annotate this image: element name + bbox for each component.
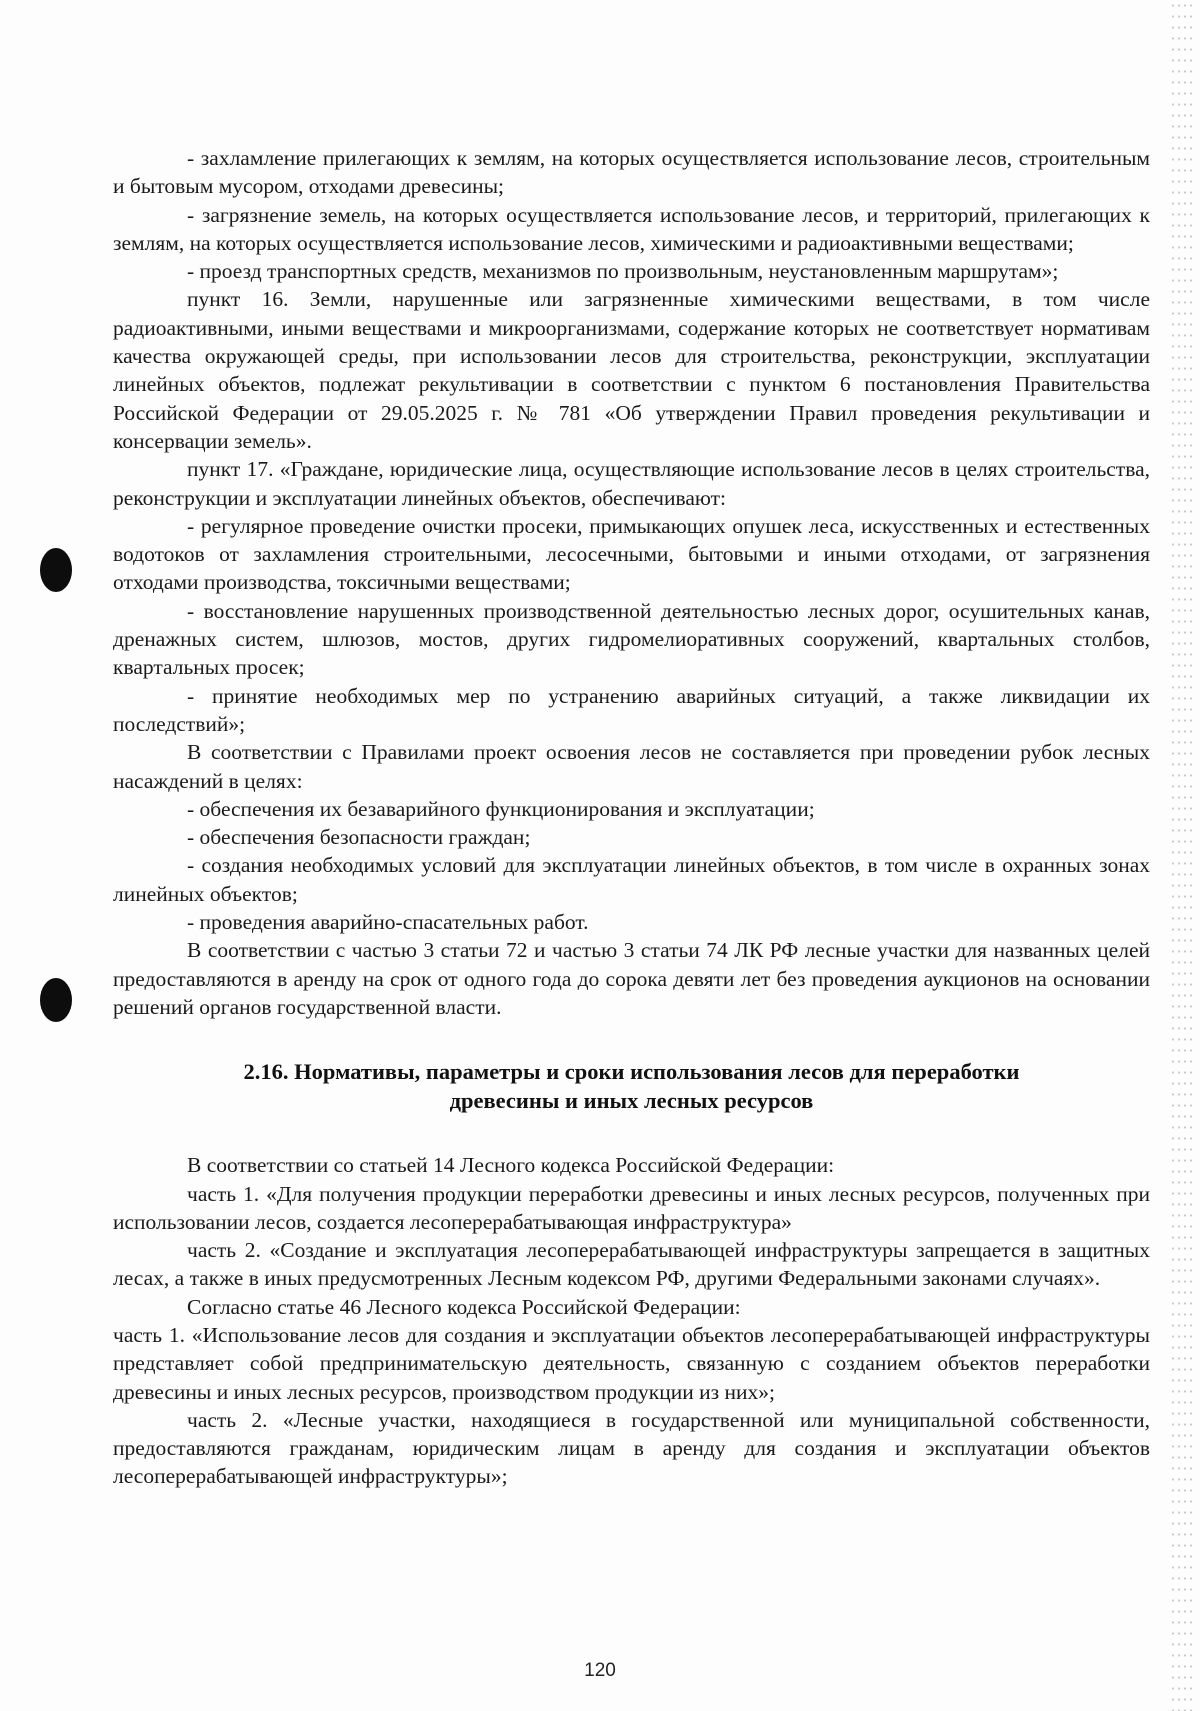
paragraph: часть 1. «Использование лесов для создания и эксплуатации объектов лесоперерабатывающей инфраструктуры представляет собой предпринимательскую деятельность, связанную с созданием объектов переработки древесины и иных лесных ресурсов, производством продукции из них»; [113,1322,1150,1404]
paragraph: часть 2. «Лесные участки, находящиеся в государственной или муниципальной собственности, предоставляются гражданам, юридическим лицам в аренду для создания и эксплуатации объектов лесоперерабатывающей инфраструктуры»; [113,1407,1150,1489]
section-heading-line-1: 2.16. Нормативы, параметры и сроки использования лесов для переработки [243,1059,1020,1085]
paragraph: - проведения аварийно-спасательных работ. [187,910,589,935]
paragraph: - загрязнение земель, на которых осуществляется использование лесов, и территорий, прилегающих к землям, на которых осуществляется использование лесов, химическими и радиоактивными веществами; [113,202,1150,255]
paragraph: - регулярное проведение очистки просеки, примыкающих опушек леса, искусственных и естественных водотоков от захламления строительными, лесосечными, бытовыми и иными отходами, от загрязнения отходами производства, токсичными веществами; [113,513,1150,595]
punch-hole-bottom [40,978,72,1022]
document-body [113,144,1150,1491]
paragraph: В соответствии с Правилами проект освоения лесов не составляется при проведении рубок лесных насаждений в целях: [113,740,1150,793]
section-heading [113,1057,1150,1115]
paragraph: - обеспечения их безаварийного функционирования и эксплуатации; [187,796,815,821]
paragraph: В соответствии с частью 3 статьи 72 и частью 3 статьи 74 ЛК РФ лесные участки для названных целей предоставляются в аренду на срок от одного года до сорока девяти лет без проведения аукционов на основании решений органов государственной власти. [113,938,1150,1019]
paragraph: часть 1. «Для получения продукции переработки древесины и иных лесных ресурсов, полученных при использовании лесов, создается лесоперерабатывающая инфраструктура» [113,1181,1150,1234]
page-number: 120 [584,1660,616,1681]
paragraph: - принятие необходимых мер по устранению аварийных ситуаций, а также ликвидации их последствий»; [113,683,1150,736]
paragraph: пункт 17. «Граждане, юридические лица, осуществляющие использование лесов в целях строительства, реконструкции и эксплуатации линейных объектов, обеспечивают: [113,457,1150,510]
paragraph: В соответствии со статьей 14 Лесного кодекса Российской Федерации: [187,1153,835,1178]
scan-edge-artifact [1170,0,1192,1711]
paragraph: часть 2. «Создание и эксплуатация лесоперерабатывающей инфраструктуры запрещается в защитных лесах, а также в иных предусмотренных Лесным кодексом РФ, другими Федеральными законами случаях». [113,1238,1150,1291]
section-heading-line-2: древесины и иных лесных ресурсов [449,1088,814,1114]
punch-hole-top [40,548,72,592]
paragraph: - проезд транспортных средств, механизмов по произвольным, неустановленным маршрутам»; [187,259,1059,284]
text-section-top [113,144,1150,1021]
paragraph: - обеспечения безопасности граждан; [187,825,531,850]
text-section-bottom [113,1151,1150,1491]
paragraph: Согласно статье 46 Лесного кодекса Российской Федерации: [187,1294,741,1319]
paragraph: - создания необходимых условий для эксплуатации линейных объектов, в том числе в охранных зонах линейных объектов; [113,853,1150,906]
paragraph: пункт 16. Земли, нарушенные или загрязненные химическими веществами, в том числе радиоактивными, иными веществами и микроорганизмами, содержание которых не соответствует нормативам качества окружающей среды, при использовании лесов для строительства, реконструкции, эксплуатации линейных объектов, подлежат рекультивации в соответствии с пунктом 6 постановления Правительства Российской Федерации от 29.05.2025 г. № 781 «Об утверждении Правил проведения рекультивации и консервации земель». [113,287,1150,453]
paragraph: - захламление прилегающих к землям, на которых осуществляется использование лесов, строительным и бытовым мусором, отходами древесины; [113,146,1150,199]
paragraph: - восстановление нарушенных производственной деятельностью лесных дорог, осушительных канав, дренажных систем, шлюзов, мостов, других гидромелиоративных сооружений, квартальных столбов, квартальных просек; [113,598,1150,680]
